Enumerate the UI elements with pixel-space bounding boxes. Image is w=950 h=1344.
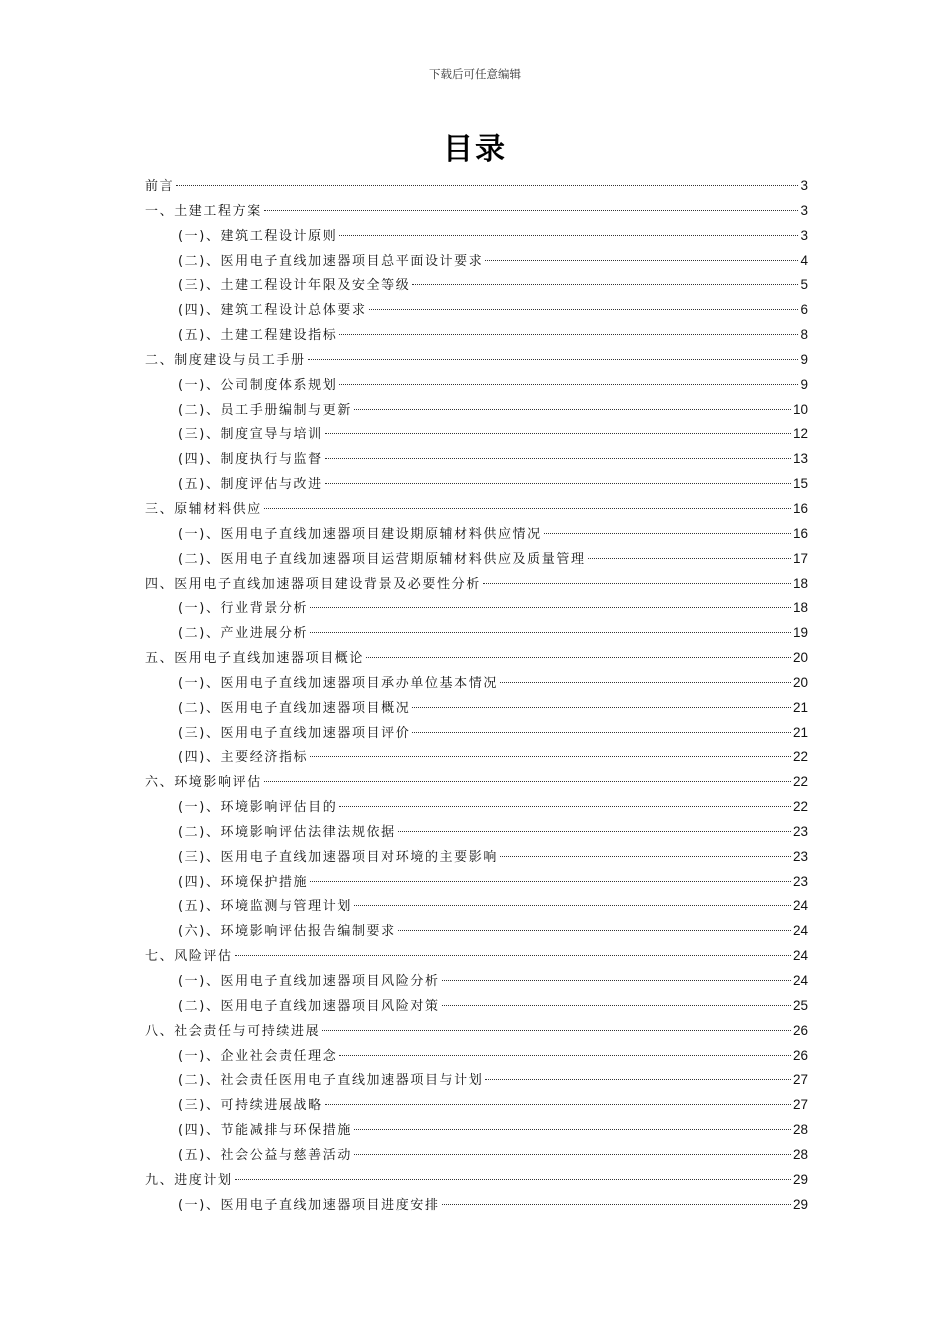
toc-section-entry[interactable] (145, 472, 808, 497)
toc-page-number: 28 (792, 1122, 808, 1138)
toc-section-entry[interactable] (145, 870, 808, 895)
toc-entry-title: (一)、行业背景分析 (178, 601, 309, 617)
toc-dot-leader (442, 1204, 791, 1205)
toc-entry-title: (三)、可持续进展战略 (178, 1098, 323, 1114)
toc-entry-title: (二)、医用电子直线加速器项目运营期原辅材料供应及质量管理 (178, 551, 586, 567)
toc-entry-title: (四)、建筑工程设计总体要求 (178, 303, 367, 319)
toc-page-number: 22 (792, 774, 808, 790)
toc-entry-title: (二)、产业进展分析 (178, 626, 309, 642)
toc-entry-title: (五)、社会公益与慈善活动 (178, 1147, 352, 1163)
toc-section-entry[interactable] (145, 820, 808, 845)
toc-section-entry[interactable] (145, 845, 808, 870)
toc-dot-leader (369, 309, 799, 310)
toc-entry-title: (四)、环境保护措施 (178, 874, 309, 890)
toc-entry-title: (二)、医用电子直线加速器项目概况 (178, 700, 411, 716)
toc-entry-title: (一)、医用电子直线加速器项目进度安排 (178, 1197, 440, 1213)
toc-dot-leader (339, 384, 798, 385)
toc-page-number: 18 (792, 600, 808, 616)
toc-section-entry[interactable] (145, 323, 808, 348)
toc-dot-leader (500, 856, 791, 857)
toc-entry-title: (五)、制度评估与改进 (178, 477, 323, 493)
toc-chapter-entry[interactable] (145, 348, 808, 373)
toc-dot-leader (310, 756, 791, 757)
toc-page-number: 15 (792, 476, 808, 492)
toc-page-number: 4 (800, 252, 808, 268)
toc-page-number: 24 (792, 898, 808, 914)
toc-section-entry[interactable] (145, 969, 808, 994)
toc-entry-title: 八、社会责任与可持续进展 (145, 1023, 321, 1039)
toc-page-number: 21 (792, 699, 808, 715)
table-of-contents (145, 174, 808, 1217)
toc-page-number: 22 (792, 749, 808, 765)
toc-page-number: 29 (792, 1196, 808, 1212)
toc-dot-leader (366, 657, 791, 658)
toc-section-entry[interactable] (145, 373, 808, 398)
toc-page-number: 27 (792, 1097, 808, 1113)
toc-page-number: 3 (800, 202, 808, 218)
toc-section-entry[interactable] (145, 1118, 808, 1143)
toc-entry-title: (二)、员工手册编制与更新 (178, 402, 352, 418)
toc-page-number: 17 (792, 550, 808, 566)
toc-chapter-entry[interactable] (145, 1019, 808, 1044)
toc-entry-title: (一)、医用电子直线加速器项目建设期原辅材料供应情况 (178, 526, 542, 542)
toc-page-number: 27 (792, 1072, 808, 1088)
toc-section-entry[interactable] (145, 447, 808, 472)
toc-page-number: 16 (792, 525, 808, 541)
toc-dot-leader (544, 533, 791, 534)
toc-entry-title: (四)、主要经济指标 (178, 750, 309, 766)
toc-dot-leader (325, 433, 791, 434)
toc-dot-leader (412, 732, 791, 733)
toc-page-number: 5 (800, 277, 808, 293)
toc-section-entry[interactable] (145, 1044, 808, 1069)
toc-page-number: 24 (792, 923, 808, 939)
toc-entry-title: (二)、社会责任医用电子直线加速器项目与计划 (178, 1073, 484, 1089)
toc-section-entry[interactable] (145, 894, 808, 919)
toc-entry-title: (四)、节能减排与环保措施 (178, 1123, 352, 1139)
toc-entry-title: (三)、医用电子直线加速器项目对环境的主要影响 (178, 849, 498, 865)
toc-page-number: 29 (792, 1171, 808, 1187)
toc-dot-leader (412, 707, 791, 708)
toc-dot-leader (310, 632, 791, 633)
toc-section-entry[interactable] (145, 1193, 808, 1218)
toc-entry-title: (一)、环境影响评估目的 (178, 800, 338, 816)
toc-chapter-entry[interactable] (145, 497, 808, 522)
toc-dot-leader (500, 682, 791, 683)
toc-dot-leader (483, 583, 791, 584)
toc-entry-title: 七、风险评估 (145, 949, 233, 965)
toc-chapter-entry[interactable] (145, 944, 808, 969)
toc-dot-leader (442, 1005, 791, 1006)
toc-entry-title: (五)、土建工程建设指标 (178, 328, 338, 344)
toc-dot-leader (354, 409, 791, 410)
toc-dot-leader (325, 458, 791, 459)
toc-entry-title: 三、原辅材料供应 (145, 501, 262, 517)
toc-dot-leader (339, 334, 798, 335)
toc-entry-title: (一)、公司制度体系规划 (178, 377, 338, 393)
toc-section-entry[interactable] (145, 273, 808, 298)
toc-page-number: 18 (792, 575, 808, 591)
toc-dot-leader (264, 508, 791, 509)
toc-dot-leader (354, 905, 791, 906)
toc-section-entry[interactable] (145, 1143, 808, 1168)
toc-section-entry[interactable] (145, 671, 808, 696)
toc-dot-leader (325, 483, 791, 484)
toc-page-number: 8 (800, 327, 808, 343)
toc-section-entry[interactable] (145, 745, 808, 770)
toc-dot-leader (310, 881, 791, 882)
toc-section-entry[interactable] (145, 994, 808, 1019)
toc-entry-title: (四)、制度执行与监督 (178, 452, 323, 468)
toc-page-number: 3 (800, 227, 808, 243)
page-header-note: 下载后可任意编辑 (429, 67, 521, 81)
toc-chapter-entry[interactable] (145, 646, 808, 671)
toc-entry-title: (一)、医用电子直线加速器项目风险分析 (178, 974, 440, 989)
toc-dot-leader (398, 930, 791, 931)
toc-page-number: 12 (792, 426, 808, 442)
toc-dot-leader (264, 781, 791, 782)
toc-entry-title: 五、医用电子直线加速器项目概论 (145, 651, 365, 667)
toc-page-number: 19 (792, 625, 808, 641)
toc-entry-title: 一、土建工程方案 (145, 203, 262, 219)
toc-entry-title: 四、医用电子直线加速器项目建设背景及必要性分析 (145, 576, 481, 592)
toc-page-number: 3 (800, 178, 808, 193)
toc-page-number: 21 (792, 724, 808, 740)
toc-page-number: 28 (792, 1146, 808, 1162)
toc-dot-leader (485, 1079, 791, 1080)
toc-page-number: 24 (792, 973, 808, 988)
toc-page-number: 20 (792, 650, 808, 666)
toc-dot-leader (442, 980, 791, 981)
toc-page-number: 25 (792, 997, 808, 1013)
toc-page-number: 9 (800, 376, 808, 392)
toc-page-number: 24 (792, 948, 808, 964)
toc-dot-leader (264, 210, 799, 211)
toc-dot-leader (235, 955, 791, 956)
toc-entry-title: (一)、企业社会责任理念 (178, 1048, 338, 1064)
toc-page-number: 23 (792, 873, 808, 889)
toc-dot-leader (354, 1154, 791, 1155)
toc-page-number: 13 (792, 451, 808, 467)
toc-section-entry[interactable] (145, 1093, 808, 1118)
toc-section-entry[interactable] (145, 696, 808, 721)
toc-page-number: 23 (792, 823, 808, 839)
toc-dot-leader (339, 235, 798, 236)
toc-section-entry[interactable] (145, 522, 808, 547)
toc-entry-title: (三)、医用电子直线加速器项目评价 (178, 725, 411, 741)
toc-chapter-entry[interactable] (145, 572, 808, 597)
toc-entry-title: (一)、医用电子直线加速器项目承办单位基本情况 (178, 675, 498, 691)
toc-chapter-entry[interactable] (145, 199, 808, 224)
toc-page-number: 23 (792, 848, 808, 864)
toc-dot-leader (398, 831, 791, 832)
toc-dot-leader (176, 185, 798, 186)
toc-section-entry[interactable] (145, 547, 808, 572)
toc-entry-title: (二)、医用电子直线加速器项目总平面设计要求 (178, 253, 484, 269)
toc-dot-leader (310, 607, 791, 608)
toc-entry-title: (一)、建筑工程设计原则 (178, 228, 338, 244)
toc-page-number: 16 (792, 500, 808, 516)
toc-dot-leader (308, 359, 799, 360)
toc-entry-title: (三)、制度宣导与培训 (178, 427, 323, 443)
toc-page-number: 22 (792, 799, 808, 815)
toc-page-number: 6 (800, 302, 808, 318)
toc-section-entry[interactable] (145, 422, 808, 447)
toc-page-number: 9 (800, 351, 808, 367)
toc-dot-leader (588, 558, 791, 559)
toc-chapter-entry[interactable] (145, 174, 808, 199)
toc-dot-leader (485, 260, 798, 261)
toc-entry-title: (二)、环境影响评估法律法规依据 (178, 824, 396, 840)
toc-dot-leader (339, 806, 791, 807)
toc-section-entry[interactable] (145, 224, 808, 249)
toc-dot-leader (235, 1179, 791, 1180)
toc-dot-leader (325, 1104, 791, 1105)
toc-section-entry[interactable] (145, 919, 808, 944)
toc-page-number: 26 (792, 1047, 808, 1063)
toc-dot-leader (354, 1129, 791, 1130)
page-title: 目录 (443, 132, 507, 167)
toc-entry-title: 二、制度建设与员工手册 (145, 352, 306, 368)
toc-entry-title: 前言 (145, 179, 175, 194)
toc-section-entry[interactable] (145, 398, 808, 423)
toc-page-number: 26 (792, 1022, 808, 1038)
toc-page-number: 10 (792, 401, 808, 417)
toc-chapter-entry[interactable] (145, 770, 808, 795)
toc-section-entry[interactable] (145, 721, 808, 746)
toc-entry-title: (二)、医用电子直线加速器项目风险对策 (178, 998, 440, 1014)
toc-section-entry[interactable] (145, 596, 808, 621)
toc-entry-title: (六)、环境影响评估报告编制要求 (178, 924, 396, 940)
toc-section-entry[interactable] (145, 621, 808, 646)
toc-section-entry[interactable] (145, 1068, 808, 1093)
toc-entry-title: (五)、环境监测与管理计划 (178, 899, 352, 915)
toc-entry-title: 九、进度计划 (145, 1172, 233, 1188)
toc-entry-title: 六、环境影响评估 (145, 775, 262, 791)
toc-section-entry[interactable] (145, 298, 808, 323)
toc-dot-leader (322, 1030, 791, 1031)
toc-chapter-entry[interactable] (145, 1168, 808, 1193)
toc-page-number: 20 (792, 674, 808, 690)
toc-section-entry[interactable] (145, 249, 808, 274)
toc-section-entry[interactable] (145, 795, 808, 820)
toc-dot-leader (412, 284, 798, 285)
toc-entry-title: (三)、土建工程设计年限及安全等级 (178, 278, 411, 294)
toc-dot-leader (339, 1055, 791, 1056)
